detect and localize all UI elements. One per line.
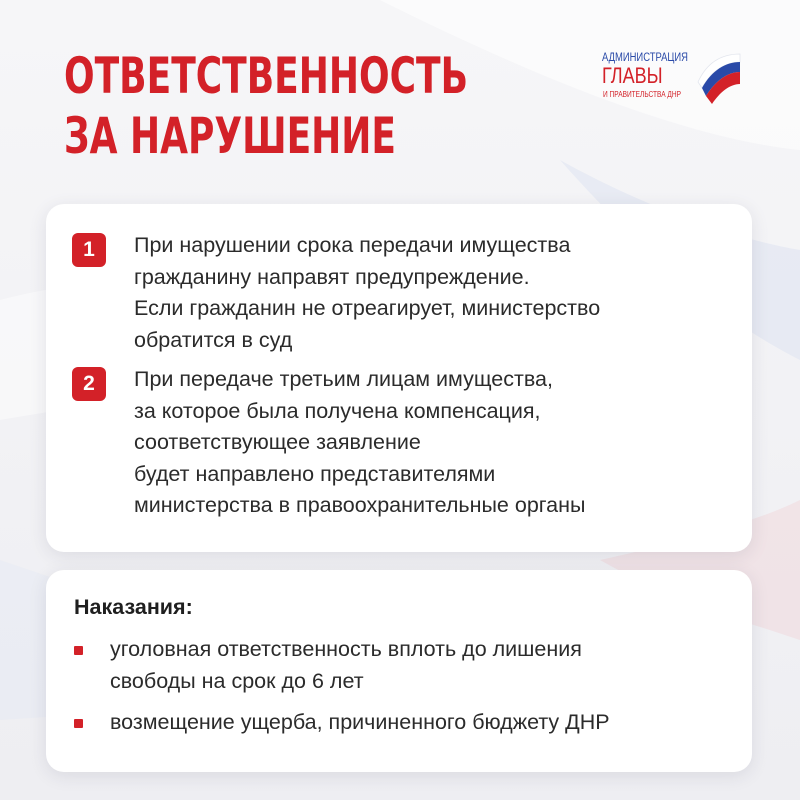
item-line: обратится в суд [134,327,293,352]
item-line: Если гражданин не отреагирует, министерство [134,296,601,320]
penalty-line: свободы на срок до 6 лет [110,668,364,693]
number-badge: 2 [72,367,106,401]
logo-line-2: ГЛАВЫ [602,63,663,88]
penalty-line: уголовная ответственность вплоть до лишения [110,637,582,661]
item-line: соответствующее заявление [134,430,421,454]
penalty-line: возмещение ущерба, причиненного бюджету ДНР [110,710,610,734]
number-badge: 1 [72,233,106,267]
item-line: будет направлено представителями [134,461,496,486]
bullet-marker [74,719,83,728]
penalties-title: Наказания: [74,595,193,619]
item-line: министерства в правоохранительные органы [134,493,586,517]
logo-line-1: АДМИНИСТРАЦИЯ [602,52,688,64]
administration-logo [602,50,742,110]
violation-card [46,204,752,552]
penalties-card [46,570,752,772]
page-title-line-1: ОТВЕТСТВЕННОСТЬ [64,47,469,105]
penalty-item [110,634,740,697]
item-line: При передаче третьим лицам имущества, [134,367,553,391]
item-line: гражданину направят предупреждение. [134,264,530,289]
logo-line-3: И ПРАВИТЕЛЬСТВА ДНР [603,90,681,99]
item-line: При нарушении срока передачи имущества [134,233,571,257]
page-title [64,46,468,166]
page-title-line-2: ЗА НАРУШЕНИЕ [64,107,397,165]
item-line: за которое была получена компенсация, [134,398,541,423]
bullet-marker [74,646,83,655]
item-text [134,230,734,356]
flag-icon [694,52,742,104]
item-text [134,364,734,522]
penalty-item [110,707,740,739]
